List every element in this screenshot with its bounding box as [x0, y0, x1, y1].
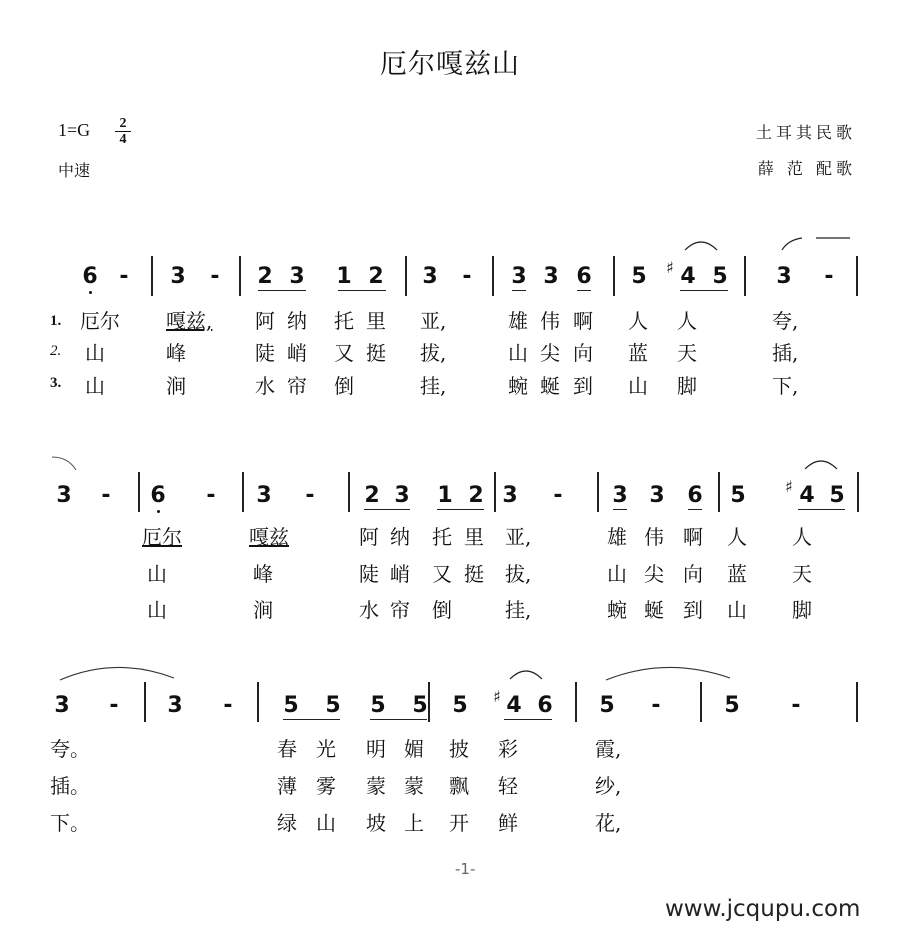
note: 3: [776, 264, 792, 289]
lyric: 伟: [540, 309, 560, 333]
dash: -: [206, 483, 216, 508]
bar-line: [348, 472, 350, 512]
lyric: 陡: [255, 341, 275, 365]
lyric: 上: [404, 811, 424, 835]
eighth-underline: [688, 509, 702, 510]
time-denominator: 4: [119, 132, 127, 147]
bar-line: [242, 472, 244, 512]
site-watermark: www.jcqupu.com: [665, 896, 861, 922]
lyric: 蜒: [540, 374, 560, 398]
lyric: 挺: [366, 341, 386, 365]
verse-number: 2.: [50, 343, 62, 359]
eighth-beam: [370, 719, 427, 720]
lyric: 嘎兹,: [166, 309, 213, 333]
lyric: 插。: [50, 774, 90, 798]
lyric: 光: [316, 737, 336, 761]
lyric: 倒: [432, 598, 452, 622]
lyric: 山: [85, 374, 105, 398]
time-numerator: 2: [115, 116, 131, 132]
lyric: 夸。: [50, 737, 90, 761]
note: 5: [325, 693, 341, 718]
tie-end: [50, 454, 80, 474]
lyric: 蒙: [404, 774, 424, 798]
lyric: 花,: [595, 811, 622, 835]
lyric: 蜒: [644, 598, 664, 622]
verse-number: 3.: [50, 375, 62, 391]
lyric: 下,: [772, 374, 799, 398]
lyric: 挺: [464, 562, 484, 586]
bar-line: [856, 256, 858, 296]
bar-line: [138, 472, 140, 512]
note: 4: [799, 483, 815, 508]
slur: [683, 236, 719, 252]
lyric: 鲜: [498, 811, 518, 835]
note: 6: [82, 264, 98, 289]
lyric: 纳: [287, 309, 307, 333]
note: 4: [680, 264, 696, 289]
note: 2: [364, 483, 380, 508]
lyric: 脚: [677, 374, 697, 398]
bar-line: [857, 472, 859, 512]
lyric: 托: [432, 525, 452, 549]
song-title: 厄尔嘎兹山: [380, 49, 520, 80]
lyric: 峰: [166, 341, 186, 365]
lyric: 峰: [253, 562, 273, 586]
eighth-beam: [283, 719, 340, 720]
note: 5: [599, 693, 615, 718]
lyric: 又: [432, 562, 452, 586]
bar-line: [151, 256, 153, 296]
lyric: 水: [359, 598, 379, 622]
lyric: 雄: [607, 525, 627, 549]
lyric: 亚,: [505, 525, 532, 549]
lyric: 峭: [390, 562, 410, 586]
note: 3: [502, 483, 518, 508]
eighth-beam: [504, 719, 552, 720]
note: 6: [687, 483, 703, 508]
sharp-accidental: ♯: [785, 477, 793, 496]
key-signature: 1=G: [58, 120, 91, 140]
lyric: 媚: [404, 737, 424, 761]
note: 6: [576, 264, 592, 289]
bar-line: [718, 472, 720, 512]
lyric: 帘: [287, 374, 307, 398]
note: 5: [412, 693, 428, 718]
lyric: 山: [508, 341, 528, 365]
lyric: 彩: [498, 737, 518, 761]
low-octave-dot: [157, 510, 160, 513]
lyric: 蜿: [607, 598, 627, 622]
lyric: 薄: [277, 774, 297, 798]
sharp-accidental: ♯: [493, 687, 501, 706]
lyric: 啊: [573, 309, 593, 333]
lyric: 天: [792, 562, 812, 586]
lyric: 厄尔: [80, 309, 120, 333]
dash: -: [210, 264, 220, 289]
eighth-beam: [258, 290, 306, 291]
bar-line: [575, 682, 577, 722]
dash: -: [109, 693, 119, 718]
lyric: 蓝: [727, 562, 747, 586]
lyric: 向: [573, 341, 593, 365]
lyric: 下。: [50, 811, 90, 835]
note: 5: [631, 264, 647, 289]
eighth-beam: [437, 509, 484, 510]
bar-line: [744, 256, 746, 296]
dash: -: [791, 693, 801, 718]
note: 3: [256, 483, 272, 508]
dash: -: [101, 483, 111, 508]
lyric: 嘎兹: [249, 525, 289, 549]
lyric: 啊: [683, 525, 703, 549]
lyric: 雄: [508, 309, 528, 333]
bar-line: [613, 256, 615, 296]
lyric: 托: [334, 309, 354, 333]
eighth-beam: [680, 290, 728, 291]
lyric: 蒙: [366, 774, 386, 798]
lyric: 拔,: [420, 341, 447, 365]
lyric: 里: [366, 309, 386, 333]
lyric: 山: [628, 374, 648, 398]
lyric: 到: [683, 598, 703, 622]
dash: -: [305, 483, 315, 508]
lyric: 坡: [366, 811, 386, 835]
note: 5: [452, 693, 468, 718]
note: 5: [829, 483, 845, 508]
eighth-beam: [798, 509, 845, 510]
lyric: 水: [255, 374, 275, 398]
note: 6: [150, 483, 166, 508]
lyric: 伟: [644, 525, 664, 549]
lyric: 山: [316, 811, 336, 835]
note: 3: [56, 483, 72, 508]
lyric: 峭: [287, 341, 307, 365]
bar-line: [405, 256, 407, 296]
slur: [803, 455, 839, 471]
lyric: 阿: [359, 525, 379, 549]
bar-line: [856, 682, 858, 722]
tie-continuation: [780, 236, 852, 252]
lyric: 开: [449, 811, 469, 835]
lyric: 人: [792, 525, 812, 549]
lyric: 山: [147, 598, 167, 622]
note: 3: [649, 483, 665, 508]
note: 3: [54, 693, 70, 718]
lyric: 里: [464, 525, 484, 549]
origin-credit: 土耳其民歌: [755, 123, 856, 142]
note: 2: [257, 264, 273, 289]
eighth-underline: [577, 290, 591, 291]
lyric: 涧: [166, 374, 186, 398]
note: 3: [289, 264, 305, 289]
bar-line: [492, 256, 494, 296]
low-octave-dot: [89, 291, 92, 294]
bar-line: [239, 256, 241, 296]
dash: -: [824, 264, 834, 289]
lyric: 又: [334, 341, 354, 365]
tie: [58, 664, 178, 684]
lyric: 尖: [540, 341, 560, 365]
lyric: 阿: [255, 309, 275, 333]
lyric: 插,: [772, 341, 799, 365]
lyric: 尖: [644, 562, 664, 586]
note: 1: [437, 483, 453, 508]
note: 5: [730, 483, 746, 508]
lyric: 亚,: [420, 309, 447, 333]
note: 5: [712, 264, 728, 289]
note: 3: [612, 483, 628, 508]
verse-number: 1.: [50, 313, 62, 329]
lyric: 厄尔: [142, 525, 182, 549]
note: 3: [394, 483, 410, 508]
lyric: 轻: [498, 774, 518, 798]
eighth-beam: [338, 290, 386, 291]
note: 5: [724, 693, 740, 718]
lyric: 到: [573, 374, 593, 398]
lyric: 春: [277, 737, 297, 761]
lyric: 山: [85, 341, 105, 365]
note: 3: [511, 264, 527, 289]
lyric: 山: [727, 598, 747, 622]
lyric: 山: [147, 562, 167, 586]
dash: -: [223, 693, 233, 718]
bar-line: [597, 472, 599, 512]
lyric: 拔,: [505, 562, 532, 586]
lyric: 飘: [449, 774, 469, 798]
lyric: 蓝: [628, 341, 648, 365]
lyric: 纱,: [595, 774, 622, 798]
lyric: 夸,: [772, 309, 799, 333]
lyric: 绿: [277, 811, 297, 835]
eighth-beam: [364, 509, 410, 510]
dash: -: [553, 483, 563, 508]
note: 6: [537, 693, 553, 718]
note: 2: [468, 483, 484, 508]
lyric: 涧: [253, 598, 273, 622]
note: 1: [336, 264, 352, 289]
tie: [604, 664, 734, 684]
eighth-underline: [512, 290, 526, 291]
time-signature: [115, 116, 131, 147]
note: 3: [170, 264, 186, 289]
bar-line: [257, 682, 259, 722]
lyric: 纳: [390, 525, 410, 549]
lyric: 人: [727, 525, 747, 549]
note: 5: [283, 693, 299, 718]
lyric: 挂,: [420, 374, 447, 398]
sharp-accidental: ♯: [666, 258, 674, 277]
bar-line: [144, 682, 146, 722]
bar-line: [700, 682, 702, 722]
lyric: 霞,: [595, 737, 622, 761]
dash: -: [462, 264, 472, 289]
lyric: 向: [683, 562, 703, 586]
dash: -: [119, 264, 129, 289]
note: 3: [543, 264, 559, 289]
lyric: 挂,: [505, 598, 532, 622]
bar-line: [428, 682, 430, 722]
lyric: 倒: [334, 374, 354, 398]
lyric: 蜿: [508, 374, 528, 398]
lyric: 明: [366, 737, 386, 761]
lyric: 脚: [792, 598, 812, 622]
lyric: 天: [677, 341, 697, 365]
slur: [508, 665, 544, 681]
lyric: 披: [449, 737, 469, 761]
lyric: 帘: [390, 598, 410, 622]
lyric: 人: [677, 309, 697, 333]
note: 2: [368, 264, 384, 289]
eighth-underline: [613, 509, 627, 510]
lyricist-credit: 薛 范 配歌: [757, 159, 856, 178]
note: 3: [167, 693, 183, 718]
lyric: 人: [628, 309, 648, 333]
tempo-marking: 中速: [58, 161, 91, 180]
lyric: 雾: [316, 774, 336, 798]
bar-line: [494, 472, 496, 512]
note: 3: [422, 264, 438, 289]
dash: -: [651, 693, 661, 718]
lyric: 陡: [359, 562, 379, 586]
note: 5: [370, 693, 386, 718]
note: 4: [506, 693, 522, 718]
lyric: 山: [607, 562, 627, 586]
page-number: -1-: [455, 860, 476, 878]
